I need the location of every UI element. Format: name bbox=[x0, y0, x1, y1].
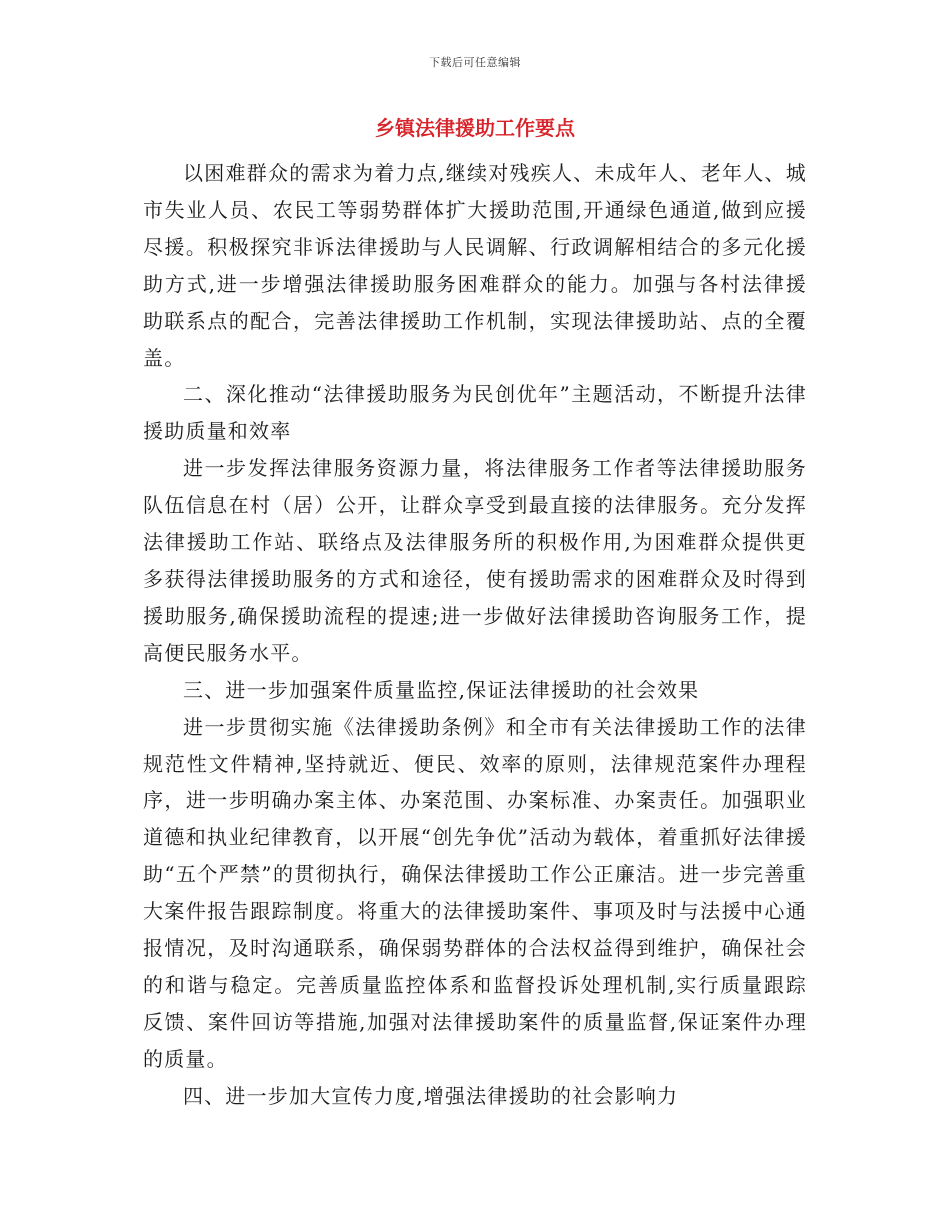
document-title: 乡镇法律援助工作要点 bbox=[375, 116, 575, 140]
paragraph-section-2: 进一步发挥法律服务资源力量，将法律服务工作者等法律援助服务队伍信息在村（居）公开，让群众享受到最直接的法律服务。充分发挥法律援助工作站、联络点及法律服务所的积极作用,为困难群众提供更多获得法律援助服务的方式和途径，使有援助需求的困难群众及时得到援助服务,确保援助流程的提速;进一步做好法律援助咨询服务工作，提高便民服务水平。 bbox=[143, 456, 807, 665]
header-note: 下载后可任意编辑 bbox=[429, 56, 521, 69]
paragraph-section-3: 进一步贯彻实施《法律援助条例》和全市有关法律援助工作的法律规范性文件精神,坚持就近、便民、效率的原则，法律规范案件办理程序，进一步明确办案主体、办案范围、办案标准、办案责任。加强职业道德和执业纪律教育，以开展“创先争优”活动为载体，着重抓好法律援助“五个严禁”的贯彻执行，确保法律援助工作公正廉洁。进一步完善重大案件报告跟踪制度。将重大的法律援助案件、事项及时与法援中心通报情况，及时沟通联系，确保弱势群体的合法权益得到维护，确保社会的和谐与稳定。完善质量监控体系和监督投诉处理机制,实行质量跟踪反馈、案件回访等措施,加强对法律援助案件的质量监督,保证案件办理的质量。 bbox=[143, 714, 807, 1071]
section-heading-3: 三、进一步加强案件质量监控,保证法律援助的社会效果 bbox=[183, 677, 700, 702]
paragraph-intro: 以困难群众的需求为着力点,继续对残疾人、未成年人、老年人、城市失业人员、农民工等弱势群体扩大援助范围,开通绿色通道,做到应援尽援。积极探究非诉法律援助与人民调解、行政调解相结合的多元化援助方式,进一步增强法律援助服务困难群众的能力。加强与各村法律援助联系点的配合，完善法律援助工作机制，实现法律援助站、点的全覆盖。 bbox=[143, 161, 807, 370]
document-body bbox=[143, 155, 807, 1115]
section-heading-4: 四、进一步加大宣传力度,增强法律援助的社会影响力 bbox=[183, 1083, 679, 1108]
section-heading-2: 二、深化推动“法律援助服务为民创优年”主题活动，不断提升法律援助质量和效率 bbox=[143, 382, 807, 444]
